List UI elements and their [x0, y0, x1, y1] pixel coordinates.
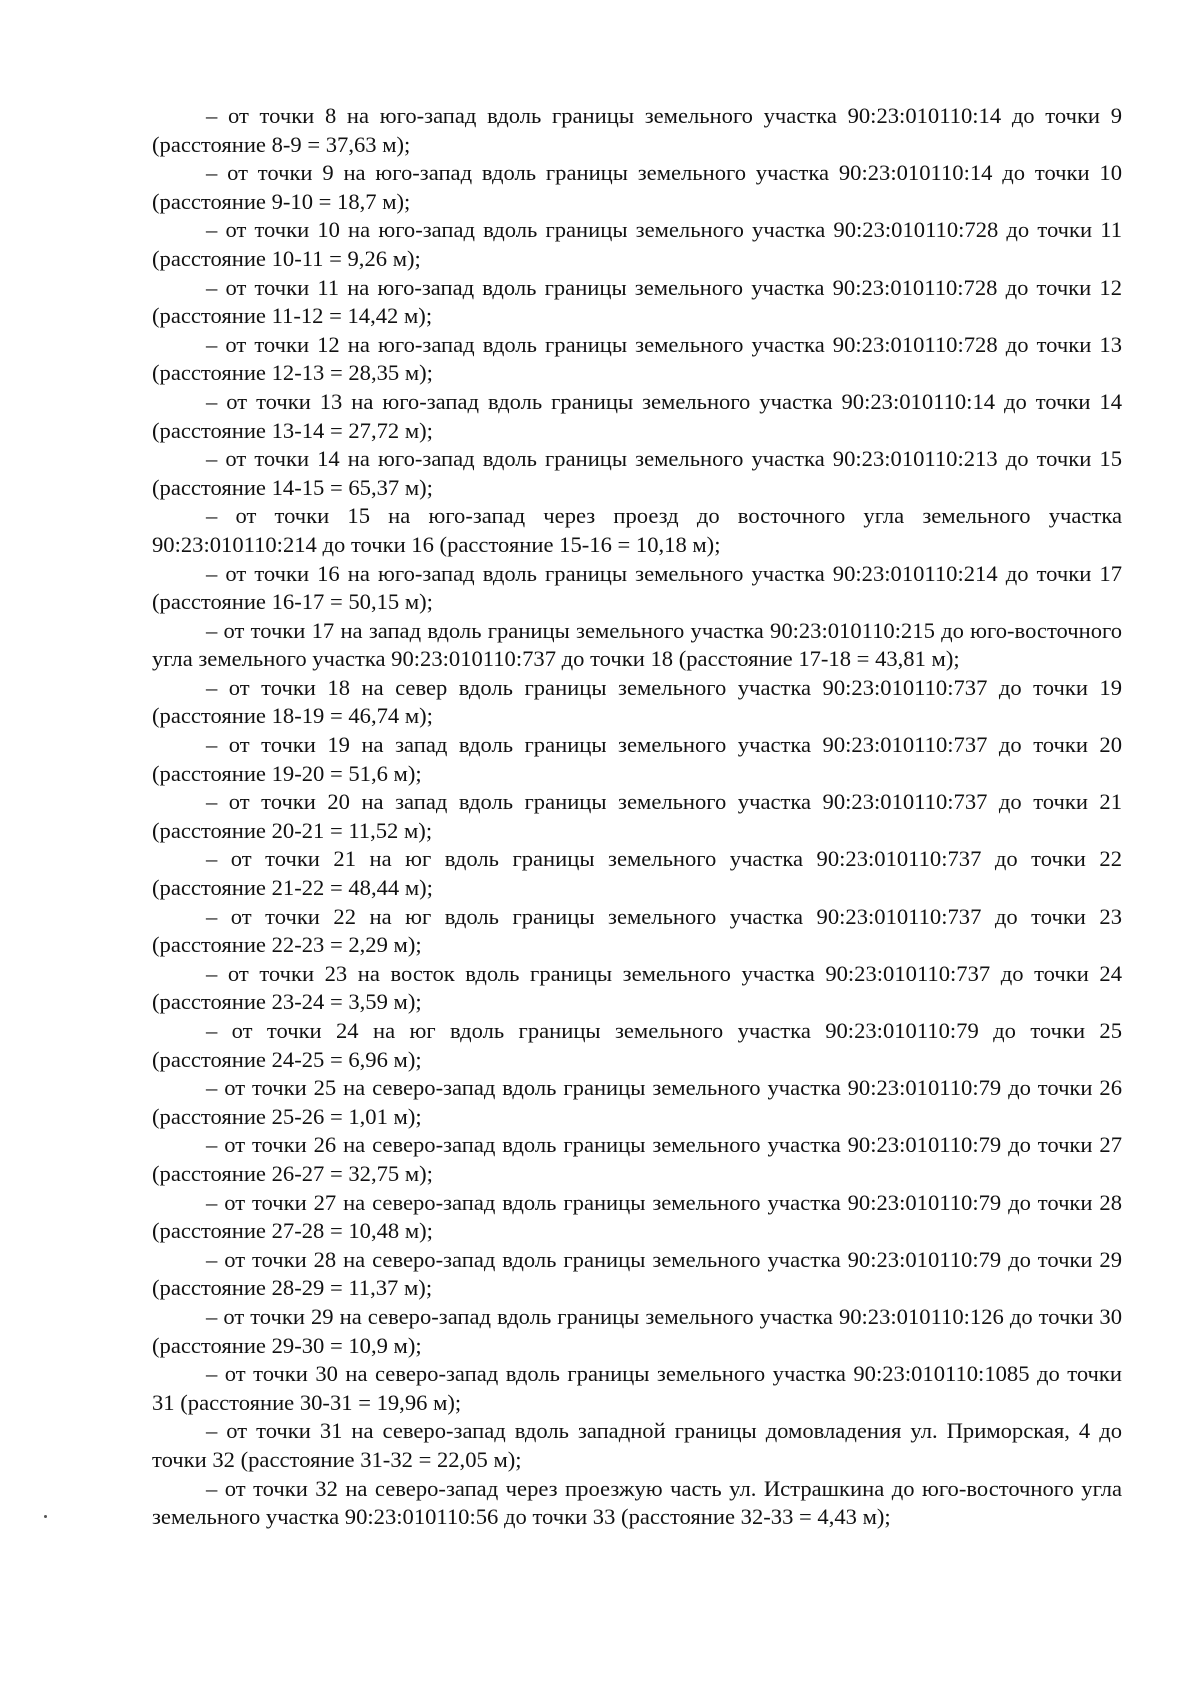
boundary-segment-26-27: – от точки 26 на северо-запад вдоль границы земельного участка 90:23:010110:79 до точки 27 (расстояние 26-27 = 32,75 м);	[152, 1132, 1122, 1186]
document-body	[152, 102, 1122, 1532]
boundary-segment-32-33: – от точки 32 на северо-запад через проезжую часть ул. Истрашкина до юго-восточного угла земельного участка 90:23:010110:56 до точки 33 (расстояние 32-33 = 4,43 м);	[152, 1475, 1122, 1530]
boundary-segment-18-19: – от точки 18 на север вдоль границы земельного участка 90:23:010110:737 до точки 19 (расстояние 18-19 = 46,74 м);	[152, 674, 1122, 729]
boundary-segment-13-14: – от точки 13 на юго-запад вдоль границы земельного участка 90:23:010110:14 до точки 14 (расстояние 13-14 = 27,72 м);	[152, 388, 1122, 443]
boundary-segment-25-26: – от точки 25 на северо-запад вдоль границы земельного участка 90:23:010110:79 до точки 26 (расстояние 25-26 = 1,01 м);	[152, 1075, 1122, 1129]
boundary-segment-21-22: – от точки 21 на юг вдоль границы земельного участка 90:23:010110:737 до точки 22 (расстояние 21-22 = 48,44 м);	[152, 846, 1122, 901]
boundary-segment-27-28: – от точки 27 на северо-запад вдоль границы земельного участка 90:23:010110:79 до точки 28 (расстояние 27-28 = 10,48 м);	[152, 1189, 1122, 1244]
boundary-segment-20-21: – от точки 20 на запад вдоль границы земельного участка 90:23:010110:737 до точки 21 (расстояние 20-21 = 11,52 м);	[152, 789, 1122, 843]
boundary-segment-8-9: – от точки 8 на юго-запад вдоль границы земельного участка 90:23:010110:14 до точки 9 (расстояние 8-9 = 37,63 м);	[152, 103, 1122, 157]
boundary-segment-17-18: – от точки 17 на запад вдоль границы земельного участка 90:23:010110:215 до юго-восточного угла земельного участка 90:23:010110:737 до точки 18 (расстояние 17-18 = 43,81 м);	[152, 617, 1122, 672]
boundary-segment-23-24: – от точки 23 на восток вдоль границы земельного участка 90:23:010110:737 до точки 24 (расстояние 23-24 = 3,59 м);	[152, 960, 1122, 1015]
boundary-segment-15-16: – от точки 15 на юго-запад через проезд до восточного угла земельного участка 90:23:010110:214 до точки 16 (расстояние 15-16 = 10,18 м);	[152, 503, 1122, 557]
boundary-segment-30-31: – от точки 30 на северо-запад вдоль границы земельного участка 90:23:010110:1085 до точки 31 (расстояние 30-31 = 19,96 м);	[152, 1361, 1122, 1415]
boundary-segment-14-15: – от точки 14 на юго-запад вдоль границы земельного участка 90:23:010110:213 до точки 15 (расстояние 14-15 = 65,37 м);	[152, 446, 1122, 500]
boundary-segment-28-29: – от точки 28 на северо-запад вдоль границы земельного участка 90:23:010110:79 до точки 29 (расстояние 28-29 = 11,37 м);	[152, 1246, 1122, 1301]
boundary-segment-9-10: – от точки 9 на юго-запад вдоль границы земельного участка 90:23:010110:14 до точки 10 (расстояние 9-10 = 18,7 м);	[152, 160, 1122, 214]
boundary-segment-29-30: – от точки 29 на северо-запад вдоль границы земельного участка 90:23:010110:126 до точки 30 (расстояние 29-30 = 10,9 м);	[152, 1303, 1122, 1358]
boundary-segment-12-13: – от точки 12 на юго-запад вдоль границы земельного участка 90:23:010110:728 до точки 13 (расстояние 12-13 = 28,35 м);	[152, 331, 1122, 386]
boundary-segment-11-12: – от точки 11 на юго-запад вдоль границы земельного участка 90:23:010110:728 до точки 12 (расстояние 11-12 = 14,42 м);	[152, 274, 1122, 329]
boundary-segment-22-23: – от точки 22 на юг вдоль границы земельного участка 90:23:010110:737 до точки 23 (расстояние 22-23 = 2,29 м);	[152, 903, 1122, 958]
boundary-segment-16-17: – от точки 16 на юго-запад вдоль границы земельного участка 90:23:010110:214 до точки 17 (расстояние 16-17 = 50,15 м);	[152, 560, 1122, 615]
scan-speck	[44, 1515, 47, 1518]
boundary-segment-31-32: – от точки 31 на северо-запад вдоль западной границы домовладения ул. Приморская, 4 до точки 32 (расстояние 31-32 = 22,05 м);	[152, 1418, 1122, 1472]
boundary-segment-10-11: – от точки 10 на юго-запад вдоль границы земельного участка 90:23:010110:728 до точки 11 (расстояние 10-11 = 9,26 м);	[152, 217, 1122, 271]
boundary-segment-19-20: – от точки 19 на запад вдоль границы земельного участка 90:23:010110:737 до точки 20 (расстояние 19-20 = 51,6 м);	[152, 732, 1122, 786]
boundary-segment-24-25: – от точки 24 на юг вдоль границы земельного участка 90:23:010110:79 до точки 25 (расстояние 24-25 = 6,96 м);	[152, 1018, 1122, 1072]
